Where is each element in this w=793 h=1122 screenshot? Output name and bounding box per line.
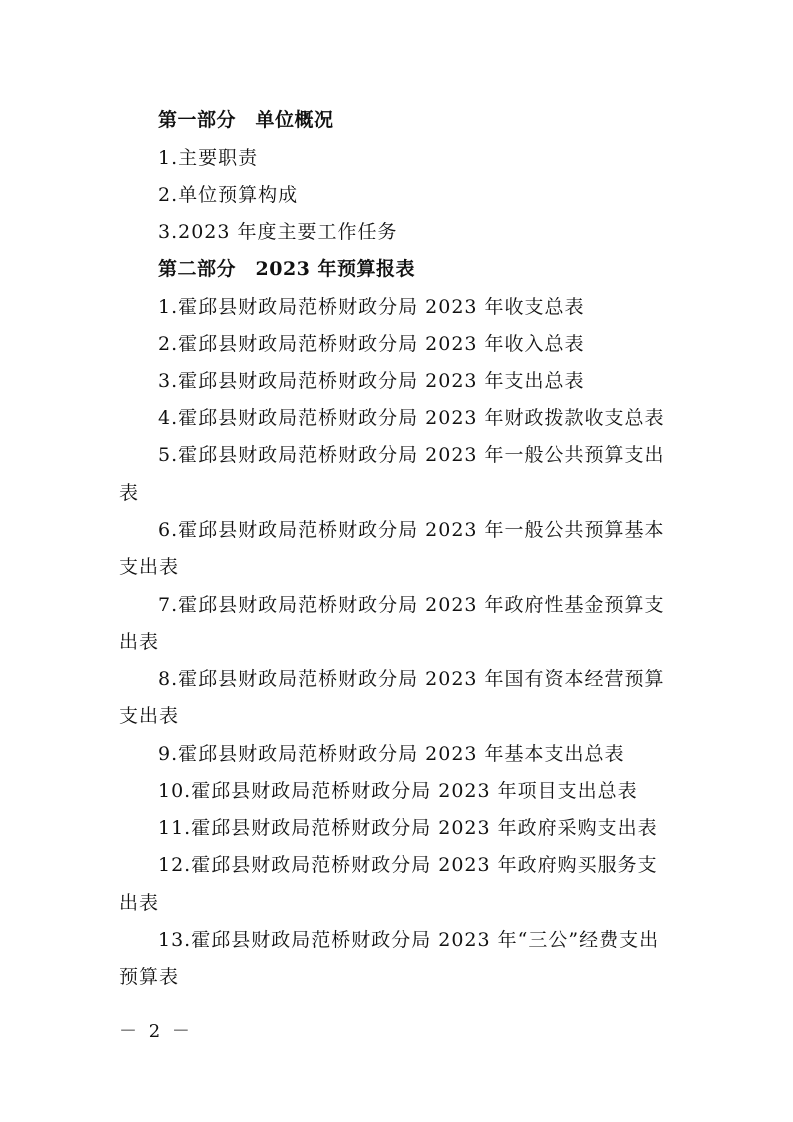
part1-item-3: 3.2023 年度主要工作任务 [158, 221, 398, 243]
part2-item-12: 12.霍邱县财政局范桥财政分局 2023 年政府购买服务支 [158, 854, 658, 876]
part2-item-9: 9.霍邱县财政局范桥财政分局 2023 年基本支出总表 [158, 743, 625, 765]
part2-item-10: 10.霍邱县财政局范桥财政分局 2023 年项目支出总表 [158, 780, 638, 802]
part2-item-13: 13.霍邱县财政局范桥财政分局 2023 年“三公”经费支出 [158, 929, 660, 951]
part2-item-6-continuation: 支出表 [119, 556, 180, 578]
part2-item-2: 2.霍邱县财政局范桥财政分局 2023 年收入总表 [158, 333, 585, 355]
part2-item-4: 4.霍邱县财政局范桥财政分局 2023 年财政拨款收支总表 [158, 407, 665, 429]
part1-heading: 第一部分 单位概况 [158, 109, 334, 131]
part2-item-8: 8.霍邱县财政局范桥财政分局 2023 年国有资本经营预算 [158, 668, 665, 690]
part2-item-13-continuation: 预算表 [119, 966, 180, 988]
part2-item-5-continuation: 表 [119, 482, 140, 504]
part2-item-3: 3.霍邱县财政局范桥财政分局 2023 年支出总表 [158, 370, 585, 392]
page-number: － 2 － [119, 1021, 193, 1042]
part1-item-2: 2.单位预算构成 [158, 184, 299, 206]
part2-item-7: 7.霍邱县财政局范桥财政分局 2023 年政府性基金预算支 [158, 594, 665, 616]
part1-item-1: 1.主要职责 [158, 147, 259, 169]
part2-item-8-continuation: 支出表 [119, 705, 180, 727]
part2-item-5: 5.霍邱县财政局范桥财政分局 2023 年一般公共预算支出 [158, 444, 665, 466]
part2-item-7-continuation: 出表 [119, 631, 160, 653]
part2-heading: 第二部分 2023 年预算报表 [158, 258, 415, 280]
part2-item-12-continuation: 出表 [119, 892, 160, 914]
part2-item-6: 6.霍邱县财政局范桥财政分局 2023 年一般公共预算基本 [158, 519, 665, 541]
part2-item-11: 11.霍邱县财政局范桥财政分局 2023 年政府采购支出表 [158, 817, 658, 839]
part2-item-1: 1.霍邱县财政局范桥财政分局 2023 年收支总表 [158, 296, 585, 318]
